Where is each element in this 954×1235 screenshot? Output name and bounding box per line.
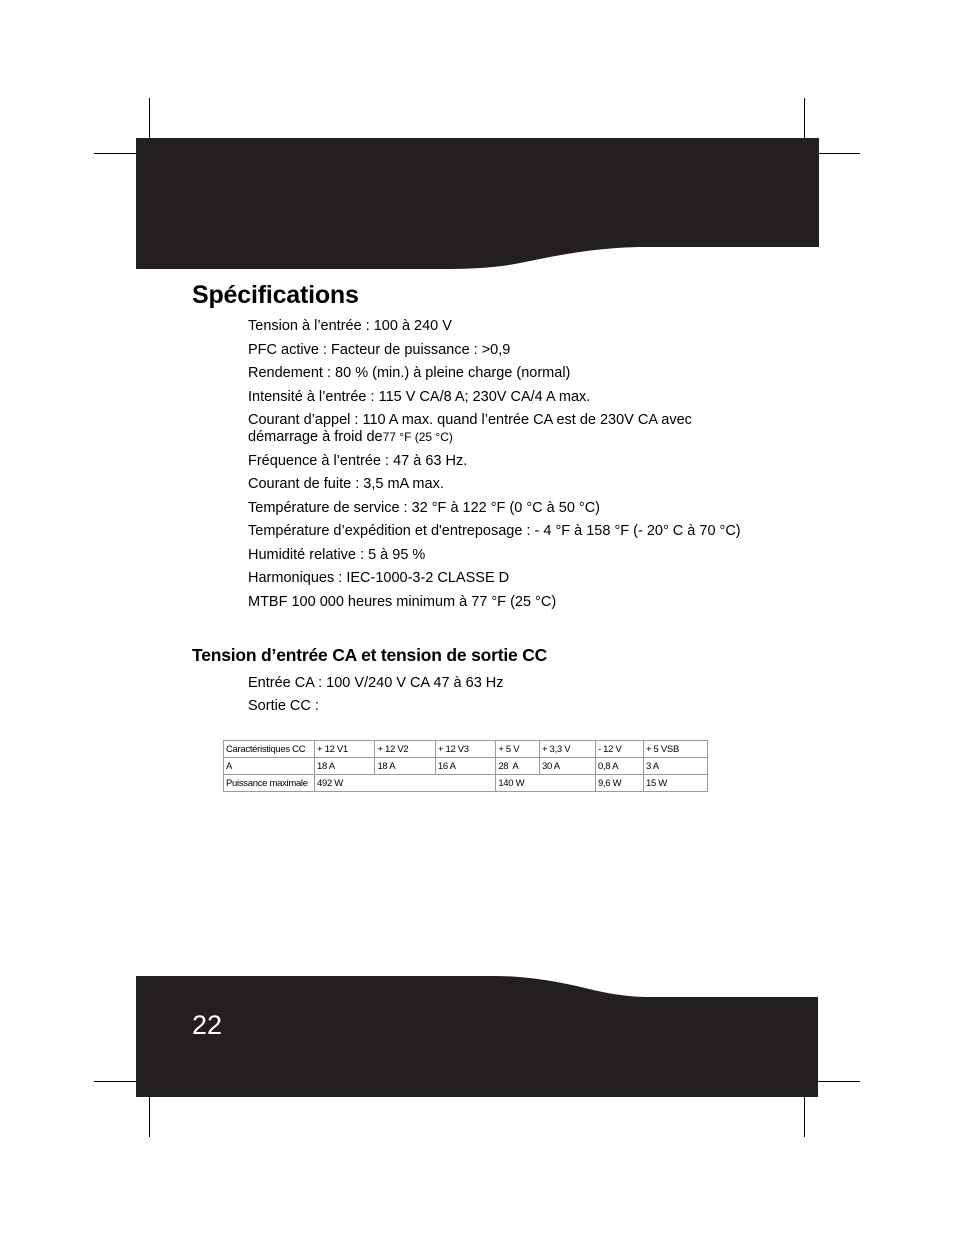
table-cell: 9,6 W <box>595 775 643 792</box>
io-list <box>248 675 748 721</box>
table-cell: A <box>224 758 315 775</box>
table-cell: + 3,3 V <box>539 741 595 758</box>
spec-item: PFC active : Facteur de puissance : >0,9 <box>248 341 511 358</box>
spec-item: Fréquence à l’entrée : 47 à 63 Hz. <box>248 452 468 469</box>
spec-item: Température de service : 32 °F à 122 °F (0 °C à 50 °C) <box>248 499 601 516</box>
spec-item: Humidité relative : 5 à 95 % <box>248 546 426 563</box>
table-cell: + 12 V2 <box>375 741 435 758</box>
spec-item-inrush <box>248 412 748 446</box>
table-cell: Caractéristiques CC <box>224 741 315 758</box>
table-cell: + 12 V3 <box>435 741 495 758</box>
table-cell: - 12 V <box>595 741 643 758</box>
table-cell: 18 A <box>315 758 375 775</box>
spec-item: Intensité à l’entrée : 115 V CA/8 A; 230V CA/4 A max. <box>248 388 591 405</box>
table-cell: + 5 VSB <box>643 741 707 758</box>
table-cell: 3 A <box>643 758 707 775</box>
table-cell: + 12 V1 <box>315 741 375 758</box>
spec-item: Température d’expédition et d'entreposage : - 4 °F à 158 °F (- 20° C à 70 °C) <box>248 523 741 539</box>
section-heading: Tension d’entrée CA et tension de sortie CC <box>192 645 548 665</box>
table-cell: 15 W <box>643 775 707 792</box>
spec-item: Rendement : 80 % (min.) à pleine charge (normal) <box>248 365 571 381</box>
spec-item-text: Courant d’appel : 110 A max. quand l’entrée CA est de 230V CA avec démarrage à froid de <box>248 412 692 445</box>
table-cell: 140 W <box>496 775 596 792</box>
spec-item-suffix: 77 °F (25 °C) <box>382 430 453 444</box>
page-title: Spécifications <box>192 281 359 309</box>
table-cell: Puissance maximale <box>224 775 315 792</box>
dc-output-table <box>223 740 708 792</box>
io-item: Entrée CA : 100 V/240 V CA 47 à 63 Hz <box>248 675 504 691</box>
io-item: Sortie CC : <box>248 698 319 714</box>
specifications-list <box>248 318 748 617</box>
table-cell: + 5 V <box>496 741 540 758</box>
table-cell: 0,8 A <box>595 758 643 775</box>
table-cell: 16 A <box>435 758 495 775</box>
table-row <box>224 775 708 792</box>
table-cell: 30 A <box>539 758 595 775</box>
spec-item: Courant de fuite : 3,5 mA max. <box>248 476 444 492</box>
table-row <box>224 741 708 758</box>
table-row <box>224 758 708 775</box>
page-number: 22 <box>192 1010 223 1040</box>
spec-item: MTBF 100 000 heures minimum à 77 °F (25 °C) <box>248 593 557 610</box>
table-cell: 18 A <box>375 758 435 775</box>
table-cell: 492 W <box>315 775 496 792</box>
table-cell: 28 A <box>496 758 540 775</box>
spec-item: Harmoniques : IEC-1000-3-2 CLASSE D <box>248 570 510 586</box>
spec-item: Tension à l’entrée : 100 à 240 V <box>248 318 452 334</box>
